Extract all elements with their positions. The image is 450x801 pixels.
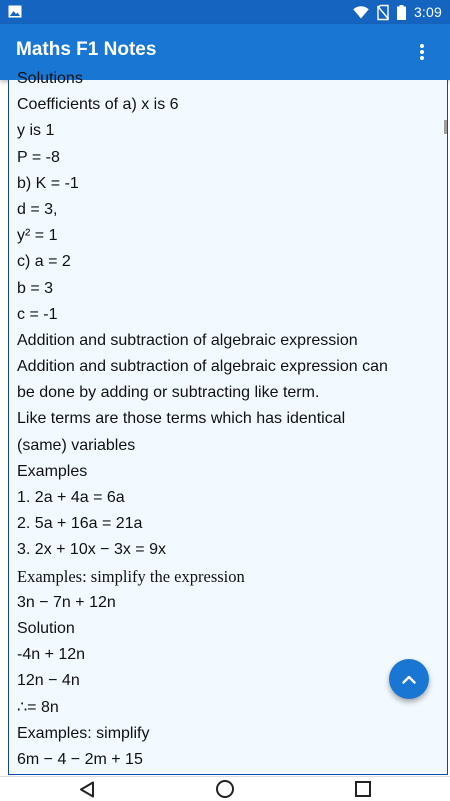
text-line: ∴= 8n (17, 698, 59, 716)
text-line: 3n − 7n + 12n (17, 593, 116, 611)
status-bar (0, 0, 450, 24)
text-line: c) a = 2 (17, 253, 71, 271)
text-line: 3. 2x + 10x − 3x = 9x (17, 541, 166, 559)
text-line: be done by adding or subtracting like term. (17, 384, 320, 402)
recents-button[interactable] (352, 779, 374, 799)
text-line: 2. 5a + 16a = 21a (17, 515, 143, 533)
text-line: c = -1 (17, 305, 58, 323)
text-line: d = 3, (17, 200, 58, 218)
chevron-up-icon (402, 675, 416, 684)
text-line: Examples: simplify (17, 724, 150, 742)
text-line: Solution (17, 619, 75, 637)
scroll-to-top-button[interactable] (389, 659, 429, 699)
text-line: y is 1 (17, 122, 55, 140)
home-button[interactable] (214, 779, 236, 799)
wifi-icon (353, 6, 369, 19)
app-title: Maths F1 Notes (16, 39, 157, 60)
text-line: Like terms are those terms which has identical (17, 410, 346, 428)
navigation-bar (0, 776, 450, 801)
image-icon (8, 5, 22, 18)
status-time: 3:09 (413, 4, 442, 20)
text-line: y² = 1 (17, 227, 58, 245)
text-line: 12n − 4n (17, 672, 80, 690)
text-line: b = 3 (17, 279, 54, 297)
no-sim-icon (377, 5, 389, 20)
recents-icon (355, 781, 371, 797)
back-icon (79, 781, 95, 798)
back-button[interactable] (76, 779, 98, 799)
text-line: b) K = -1 (17, 174, 79, 192)
home-icon (215, 779, 235, 799)
notes-content[interactable] (8, 70, 448, 775)
text-line: Solutions (17, 70, 83, 87)
notes-text (17, 66, 443, 773)
text-line: Examples: simplify the expression (17, 566, 245, 586)
battery-icon (397, 5, 406, 20)
text-line: Examples (17, 462, 88, 480)
scrollbar-thumb[interactable] (444, 120, 447, 134)
text-line: Coefficients of a) x is 6 (17, 96, 179, 114)
text-line: Addition and subtraction of algebraic expression can (17, 358, 388, 376)
text-line: (same) variables (17, 436, 136, 454)
text-line: 1. 2a + 4a = 6a (17, 489, 125, 506)
more-vert-icon (420, 44, 424, 60)
section-heading: Addition and subtraction of algebraic expression (17, 331, 358, 349)
text-line: -4n + 12n (17, 646, 86, 664)
text-line: P = -8 (17, 148, 60, 166)
text-line: 6m − 4 − 2m + 15 (17, 750, 143, 768)
